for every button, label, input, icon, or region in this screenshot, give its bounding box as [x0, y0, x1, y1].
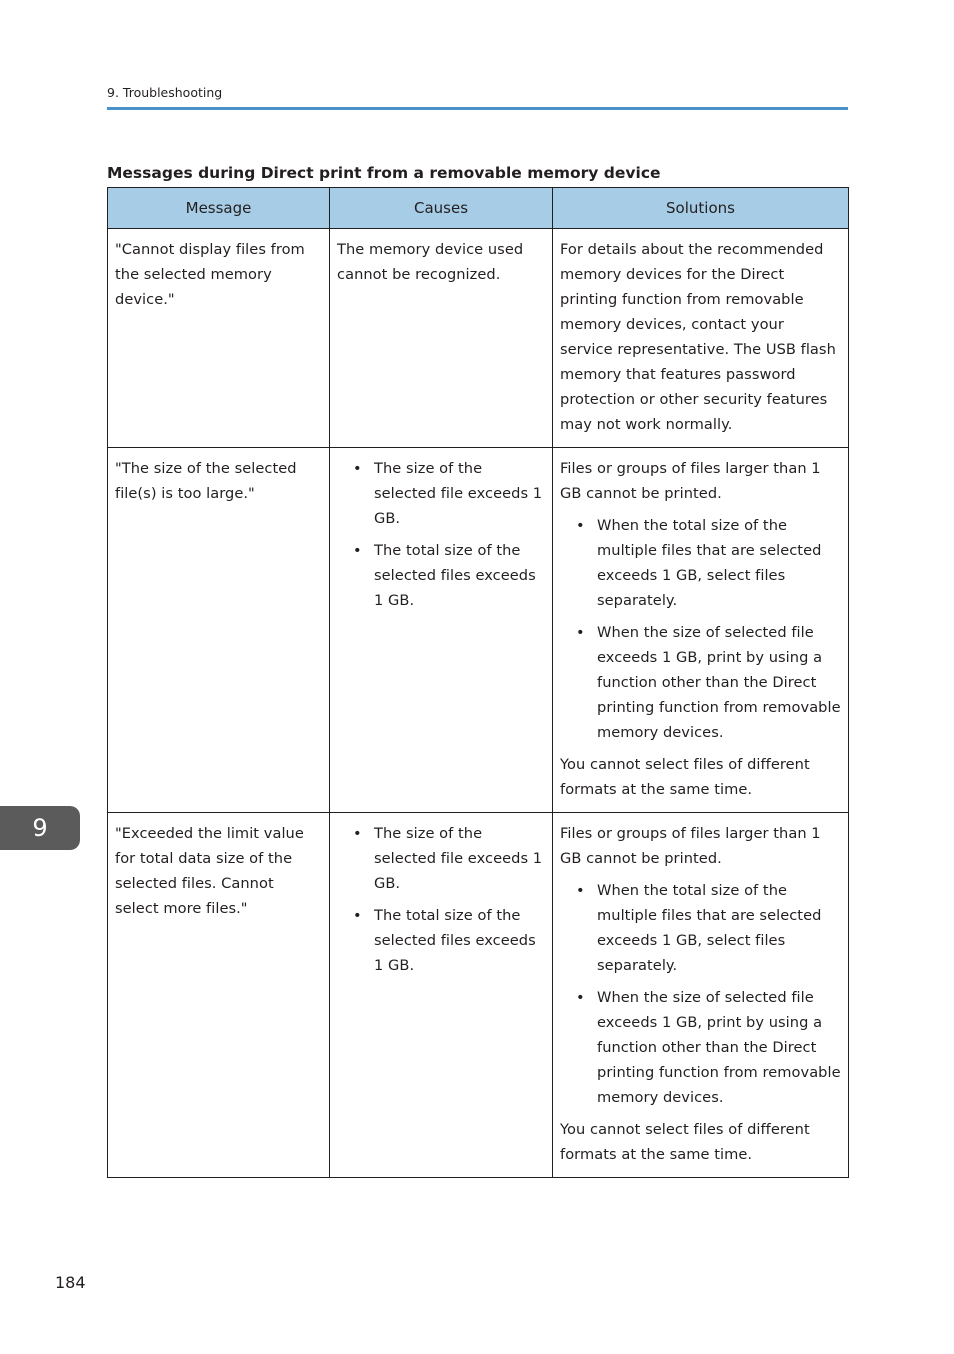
causes-cell — [330, 448, 553, 813]
solutions-cell — [553, 229, 849, 448]
cause-text: The memory device used cannot be recognized. — [337, 241, 524, 283]
list-item: • The total size of the selected files exceeds 1 GB. — [374, 538, 545, 613]
table-row — [108, 448, 849, 813]
messages-table — [107, 187, 849, 1178]
column-header-message: Message — [108, 188, 330, 229]
solution-text: For details about the recommended memory devices for the Direct printing function from removable memory devices, contact your service representative. The USB flash memory that features password protection or other security features may not work normally. — [560, 241, 836, 433]
causes-cell — [330, 813, 553, 1178]
table-row — [108, 813, 849, 1178]
section-title: Messages during Direct print from a removable memory device — [107, 164, 661, 182]
message-text: "Exceeded the limit value for total data size of the selected files. Cannot select more files." — [115, 825, 304, 917]
list-item: • The size of the selected file exceeds 1 GB. — [374, 821, 545, 896]
table-header-row — [108, 188, 849, 229]
column-header-solutions: Solutions — [553, 188, 849, 229]
message-cell — [108, 448, 330, 813]
list-item: • When the size of selected file exceeds 1 GB, print by using a function other than the Direct printing function from removable memory devices. — [597, 985, 841, 1110]
message-cell — [108, 229, 330, 448]
message-text: "The size of the selected file(s) is too large." — [115, 460, 297, 502]
table-row — [108, 229, 849, 448]
message-cell — [108, 813, 330, 1178]
list-item: • When the total size of the multiple files that are selected exceeds 1 GB, select files separately. — [597, 513, 841, 613]
solutions-list — [560, 513, 841, 745]
list-item: • The total size of the selected files exceeds 1 GB. — [374, 903, 545, 978]
running-header: 9. Troubleshooting — [107, 85, 223, 100]
solution-note: You cannot select files of different formats at the same time. — [560, 756, 810, 798]
solution-text: Files or groups of files larger than 1 GB cannot be printed. — [560, 825, 821, 867]
solutions-list — [560, 878, 841, 1110]
list-item: • When the total size of the multiple files that are selected exceeds 1 GB, select files separately. — [597, 878, 841, 978]
causes-list — [337, 456, 545, 613]
column-header-causes: Causes — [330, 188, 553, 229]
message-text: "Cannot display files from the selected memory device." — [115, 241, 305, 308]
solutions-cell — [553, 448, 849, 813]
causes-list — [337, 821, 545, 978]
solutions-cell — [553, 813, 849, 1178]
page-number: 184 — [55, 1273, 86, 1292]
list-item: • The size of the selected file exceeds 1 GB. — [374, 456, 545, 531]
solution-note: You cannot select files of different formats at the same time. — [560, 1121, 810, 1163]
chapter-tab: 9 — [0, 806, 80, 850]
list-item: • When the size of selected file exceeds 1 GB, print by using a function other than the Direct printing function from removable memory devices. — [597, 620, 841, 745]
header-rule — [107, 107, 848, 110]
solution-text: Files or groups of files larger than 1 GB cannot be printed. — [560, 460, 821, 502]
causes-cell — [330, 229, 553, 448]
